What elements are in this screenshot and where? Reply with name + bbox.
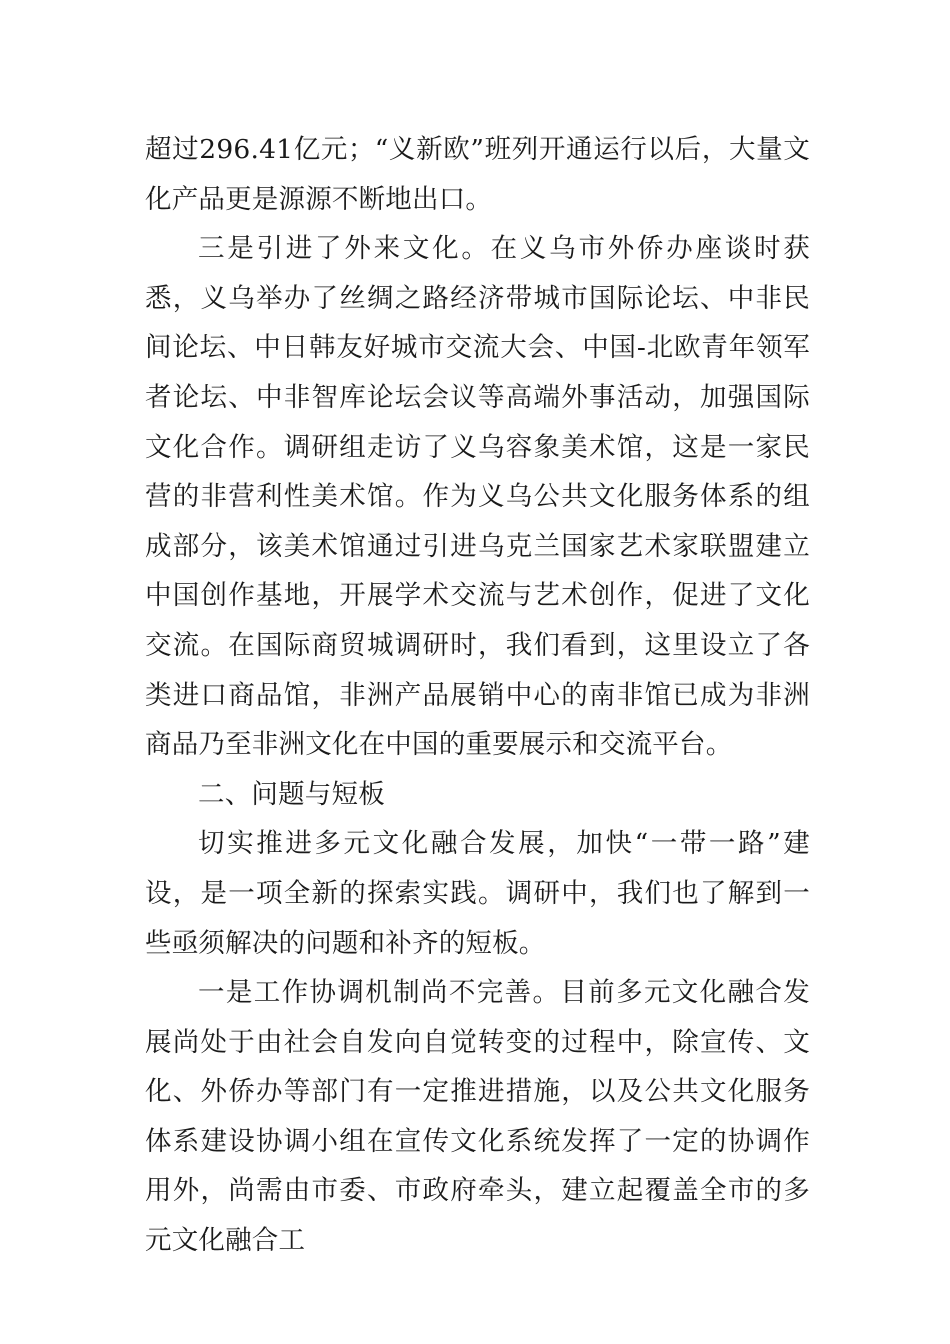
section-heading: 二、问题与短板	[198, 778, 385, 810]
body-paragraph-intro-problems: 切实推进多元文化融合发展，加快“一带一路”建设，是一项全新的探索实践。调研中，我们也了解到一些亟须解决的问题和补齐的短板。	[145, 828, 810, 959]
body-paragraph-foreign-culture: 三是引进了外来文化。在义乌市外侨办座谈时获悉，义乌举办了丝绸之路经济带城市国际论坛、中非民间论坛、中日韩友好城市交流大会、中国-北欧青年领军者论坛、中非智库论坛会议等高端外事活动，加强国际文化合作。调研组走访了义乌容象美术馆，这是一家民营的非营利性美术馆。作为义乌公共文化服务体系的组成部分，该美术馆通过引进乌克兰国家艺术家联盟建立中国创作基地，开展学术交流与艺术创作，促进了文化交流。在国际商贸城调研时，我们看到，这里设立了各类进口商品馆，非洲产品展销中心的南非馆已成为非洲商品乃至非洲文化在中国的重要展示和交流平台。	[145, 233, 810, 761]
continuation-paragraph: 超过296.41亿元；“义新欧”班列开通运行以后，大量文化产品更是源源不断地出口。	[145, 134, 810, 215]
body-paragraph-coordination: 一是工作协调机制尚不完善。目前多元文化融合发展尚处于由社会自发向自觉转变的过程中，除宣传、文化、外侨办等部门有一定推进措施，以及公共文化服务体系建设协调小组在宣传文化系统发挥了一定的协调作用外，尚需由市委、市政府牵头，建立起覆盖全市的多元文化融合工	[145, 977, 810, 1257]
document-body	[145, 125, 810, 1266]
